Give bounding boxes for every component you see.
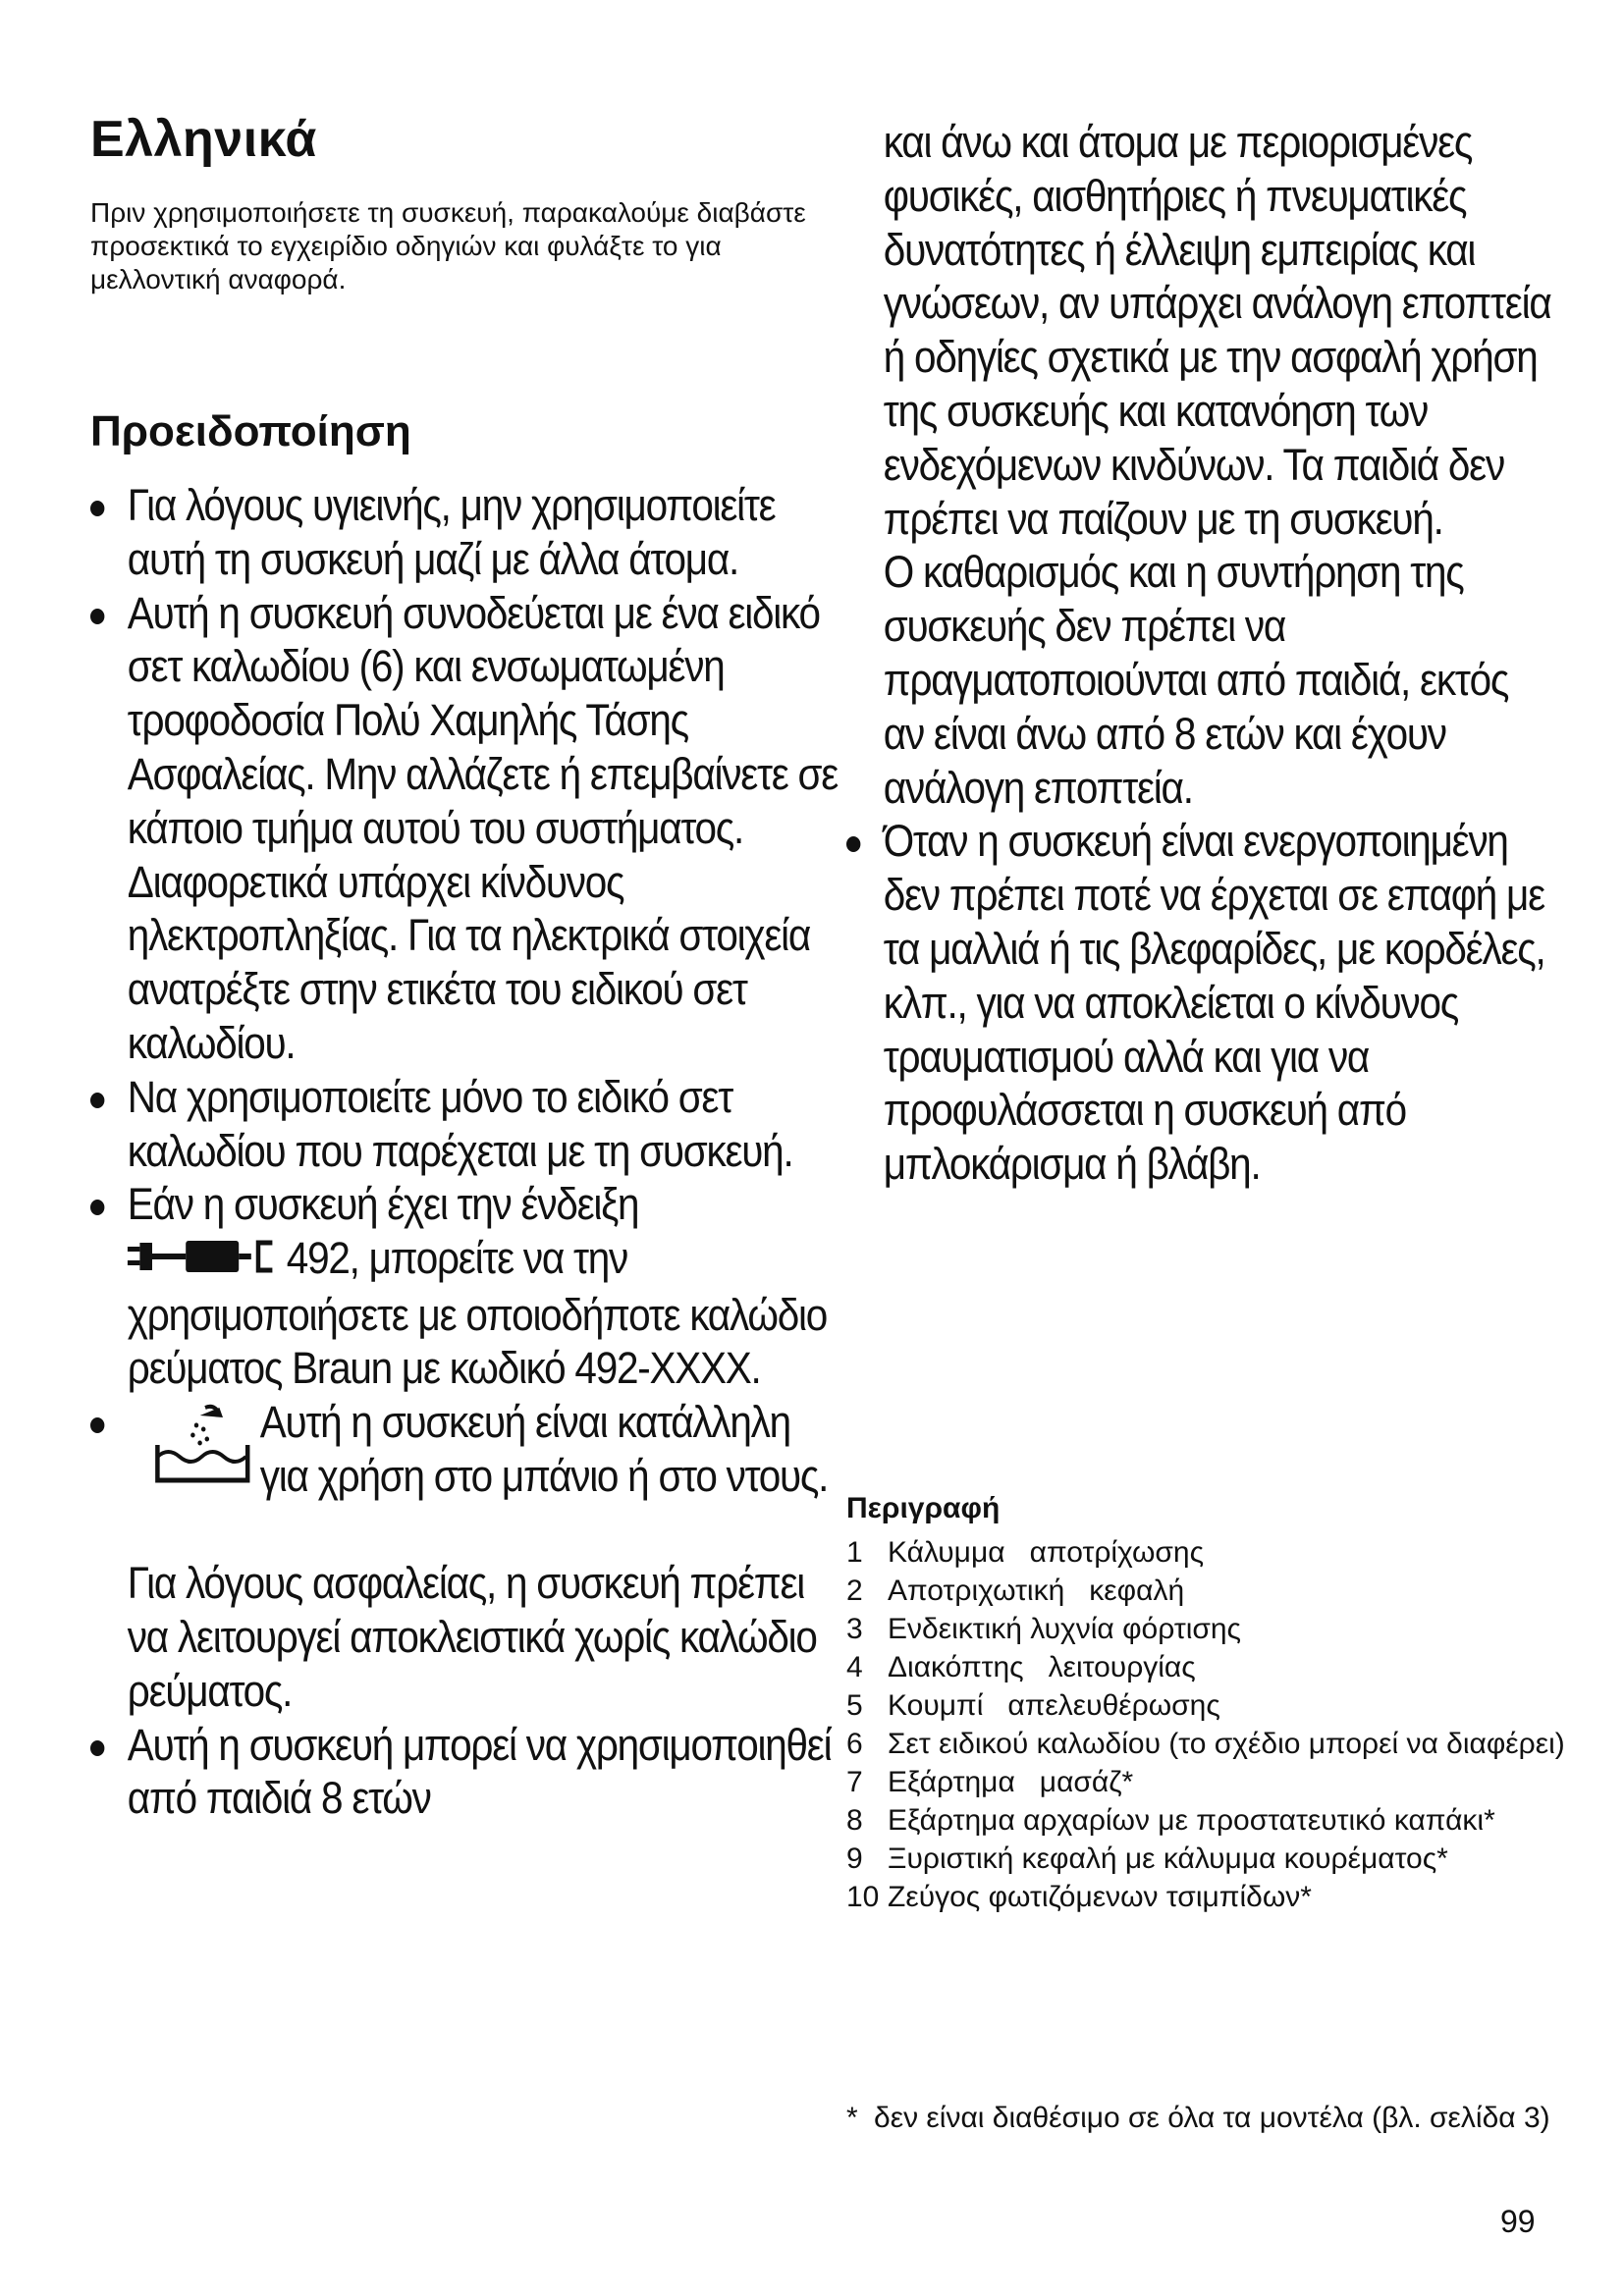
- plug-code-text: 492, μπορείτε να την χρησιμοποιήσετε με οποιοδήποτε καλώδιο ρεύματος Braun με κωδικό 492-XXXX.: [127, 1233, 827, 1394]
- warning-text: Να χρησιμοποιείτε μόνο το ειδικό σετ καλωδίου που παρέχεται με τη συσκευή.: [127, 1071, 793, 1176]
- bullet-icon: [90, 501, 104, 516]
- warning-item: [90, 1178, 839, 1396]
- shower-bath-icon: [154, 1400, 251, 1501]
- part-number: 6: [846, 1728, 863, 1760]
- part-item: [846, 1878, 1573, 1916]
- part-number: 3: [846, 1613, 863, 1645]
- part-number: 4: [846, 1651, 863, 1683]
- part-label: Εξάρτημα μασάζ*: [888, 1766, 1134, 1798]
- plug-code-line: [128, 1232, 839, 1396]
- bath-row: [128, 1396, 839, 1557]
- part-item: [846, 1648, 1573, 1686]
- warning-item: [90, 479, 839, 587]
- warning-item: [90, 587, 839, 1071]
- page-title: Ελληνικά: [90, 111, 317, 168]
- warning-cleaning: Ο καθαρισμός και η συντήρηση της συσκευής δεν πρέπει να πραγματοποιούνται από παιδιά, εκτός αν είναι άνω από 8 ετών και έχουν ανάλογη εποπτεία.: [883, 547, 1509, 813]
- bullet-icon: [90, 1200, 104, 1215]
- description-heading: Περιγραφή: [846, 1492, 1001, 1524]
- part-label: Ξυριστική κεφαλή με κάλυμμα κουρέματος*: [888, 1842, 1448, 1875]
- part-number: 5: [846, 1689, 863, 1722]
- bullet-icon: [90, 1740, 104, 1756]
- part-number: 10: [846, 1881, 880, 1913]
- bullet-icon: [846, 836, 860, 852]
- part-item: [846, 1840, 1573, 1878]
- warning-text: Για λόγους υγιεινής, μην χρησιμοποιείτε αυτή τη συσκευή μαζί με άλλα άτομα.: [127, 480, 776, 584]
- part-number: 7: [846, 1766, 863, 1798]
- warning-continuation: και άνω και άτομα με περιορισμένες φυσικές, αισθητήριες ή πνευματικές δυνατότητες ή έλλειψη εμπειρίας και γνώσεων, αν υπάρχει ανάλογη εποπτεία ή οδηγίες σχετικά με την ασφαλή χρήση της συσκευής και κατανόηση των ενδεχόμενων κινδύνων. Τα παιδιά δεν πρέπει να παίζουν με τη συσκευή.: [883, 117, 1551, 544]
- part-label: Αποτριχωτική κεφαλή: [888, 1575, 1185, 1607]
- part-label: Κουμπί απελευθέρωσης: [888, 1689, 1220, 1722]
- page-number: 99: [1500, 2204, 1536, 2239]
- part-item: [846, 1572, 1573, 1610]
- part-label: Διακόπτης λειτουργίας: [888, 1651, 1196, 1683]
- part-label: Εξάρτημα αρχαρίων με προστατευτικό καπάκι*: [888, 1804, 1495, 1837]
- warning-item: [846, 815, 1553, 1192]
- footnote: [846, 2099, 1573, 2137]
- part-number: 9: [846, 1842, 863, 1875]
- warning-item: [90, 1396, 839, 1718]
- warning-list: [90, 479, 839, 1826]
- part-number: 2: [846, 1575, 863, 1607]
- warning-text: Αυτή η συσκευή συνοδεύεται με ένα ειδικό σετ καλωδίου (6) και ενσωματωμένη τροφοδοσία Πολύ Χαμηλής Τάσης Ασφαλείας. Μην αλλάζετε ή επεμβαίνετε σε κάποιο τμήμα αυτού του συστήματος. Διαφορετικά υπάρχει κίνδυνος ηλεκτροπληξίας. Για τα ηλεκτρικά στοιχεία ανατρέξτε στην ετικέτα του ειδικού σετ καλωδίου.: [127, 587, 839, 1068]
- warning-text: Εάν η συσκευή έχει την ένδειξη: [127, 1179, 639, 1230]
- plug-connector-icon: [128, 1235, 278, 1289]
- right-column-warnings: [846, 116, 1553, 1192]
- bullet-icon: [90, 1417, 104, 1433]
- part-item: [846, 1763, 1573, 1801]
- part-item: [846, 1801, 1573, 1840]
- part-number: 1: [846, 1536, 863, 1569]
- footnote-text: δεν είναι διαθέσιμο σε όλα τα μοντέλα (βλ. σελίδα 3): [874, 2102, 1550, 2134]
- warning-heading: Προειδοποίηση: [90, 407, 411, 455]
- part-label: Ζεύγος φωτιζόμενων τσιμπίδων*: [888, 1881, 1312, 1913]
- intro-paragraph: Πριν χρησιμοποιήσετε τη συσκευή, παρακαλούμε διαβάστε προσεκτικά το εγχειρίδιο οδηγιών και φυλάξτε το για μελλοντική αναφορά.: [90, 197, 806, 294]
- part-label: Ενδεικτική λυχνία φόρτισης: [888, 1613, 1242, 1645]
- warning-item: [90, 1071, 839, 1179]
- part-label: Σετ ειδικού καλωδίου (το σχέδιο μπορεί να διαφέρει): [888, 1728, 1565, 1760]
- part-item: [846, 1725, 1573, 1763]
- warning-text: Αυτή η συσκευή μπορεί να χρησιμοποιηθεί από παιδιά 8 ετών: [127, 1719, 832, 1824]
- part-item: [846, 1610, 1573, 1648]
- footnote-star: *: [846, 2102, 858, 2134]
- warning-text: Όταν η συσκευή είναι ενεργοποιημένη δεν πρέπει ποτέ να έρχεται σε επαφή με τα μαλλιά ή τις βλεφαρίδες, με κορδέλες, κλπ., για να αποκλείεται ο κίνδυνος τραυματισμού αλλά και για να προφυλάσσεται η συσκευή από μπλοκάρισμα ή βλάβη.: [883, 816, 1545, 1190]
- warning-item: [90, 1719, 839, 1827]
- warning-text: Για λόγους ασφαλείας, η συσκευή πρέπει να λειτουργεί αποκλειστικά χωρίς καλώδιο ρεύματος.: [127, 1558, 817, 1716]
- bullet-icon: [90, 609, 104, 624]
- part-item: [846, 1533, 1573, 1572]
- bath-suitability-text: Αυτή η συσκευή είναι κατάλληλη για χρήση στο μπάνιο ή στο ντους.: [259, 1397, 829, 1502]
- part-item: [846, 1686, 1573, 1725]
- bullet-icon: [90, 1093, 104, 1108]
- part-label: Κάλυμμα αποτρίχωσης: [888, 1536, 1205, 1569]
- part-number: 8: [846, 1804, 863, 1837]
- parts-list: [846, 1533, 1573, 1916]
